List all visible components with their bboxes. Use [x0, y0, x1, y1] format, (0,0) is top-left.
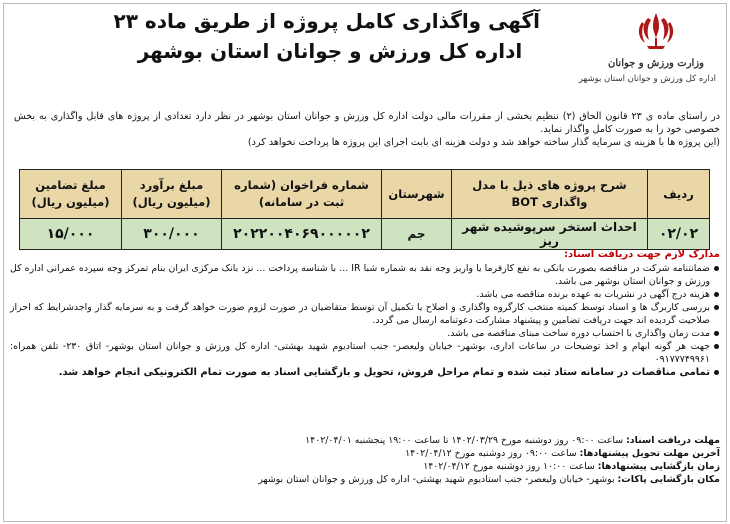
header-call-number: شماره فراخوان (شماره ثبت در سامانه)	[222, 170, 382, 219]
header-guarantee: مبلغ تضامین (میلیون ریال)	[20, 170, 122, 219]
projects-table	[19, 169, 710, 250]
location-label: مکان بازگشایی پاکات:	[617, 474, 720, 485]
list-item	[10, 340, 720, 366]
notice-title: آگهی واگذاری کامل پروژه از طریق ماده ۲۳	[113, 9, 540, 33]
location-line	[10, 473, 720, 486]
opening-label: زمان بازگشایی پیشنهادها:	[597, 461, 720, 472]
deadline-value: ساعت ۰۹:۰۰ روز دوشنبه مورخ ۱۴۰۲/۰۴/۱۲	[405, 448, 577, 459]
docs-list	[10, 262, 720, 379]
list-item	[10, 262, 720, 288]
cell-description: احداث استخر سرپوشیده شهر ریز	[452, 219, 648, 250]
list-item-text: تمامی مناقصات در سامانه ستاد ثبت شده و تمام مراحل فروش، تحویل و بازگشایی اسناد به صورت تمام الکترونیکی انجام خواهد شد.	[58, 367, 710, 378]
opening-value: ساعت ۱۰:۰۰ روز دوشنبه مورخ ۱۴۰۲/۰۴/۱۲	[423, 461, 595, 472]
bullet-icon	[714, 266, 719, 271]
list-item-text: جهت هر گونه ابهام و اخذ توضیحات در ساعات اداری، بوشهر- خیابان ولیعصر- جنب استادیوم شهید بهشتی- اداره کل ورزش و جوانان استان بوشهر- اتاق ۲۳۰- تلفن همراه: ۰۹۱۷۷۷۴۹۹۶۱	[10, 341, 710, 365]
intro-section	[14, 110, 720, 149]
list-item-final	[10, 366, 720, 379]
intro-paragraph: در راستای ماده ی ۲۳ قانون الحاق (۲) تنظیم بخشی از مقررات مالی دولت اداره کل ورزش و جوانان استان بوشهر در نظر دارد تعدادی از پروژه های قابل واگذاری به بخش خصوصی خود را به صورت کامل واگذار نماید.	[14, 111, 720, 135]
directorate-name: اداره کل ورزش و جوانان استان بوشهر	[578, 74, 716, 84]
deadline-label: آخرین مهلت تحویل پیشنهادها:	[579, 448, 720, 459]
bullet-icon	[714, 370, 719, 375]
iran-emblem-svg	[636, 10, 676, 52]
receive-docs-label: مهلت دریافت اسناد:	[626, 435, 720, 446]
header-estimate: مبلغ برآورد (میلیون ریال)	[122, 170, 222, 219]
bullet-icon	[714, 305, 719, 310]
receive-docs-line	[10, 434, 720, 447]
list-item-text: بررسی کاربرگ ها و اسناد توسط کمیته منتخب کارگروه واگذاری و اصلاح یا تکمیل آن توسط متقاضیان در صورت لزوم صورت خواهد گرفت و به سرمایه گذار واجدشرایط که احراز صلاحیت گردیده اند جهت دریافت تضامین و پیشنهاد مشارکت دعوتنامه ارسال می گردد.	[10, 302, 710, 326]
cell-guarantee: ۱۵/۰۰۰	[20, 219, 122, 250]
bullet-icon	[714, 292, 719, 297]
list-item-text: ضمانتنامه شرکت در مناقصه بصورت بانکی به نفع کارفرما یا واریز وجه نقد به شماره شبا IR ... با شناسه پرداخت ... نزد بانک مرکزی ایران بنام تمرکز وجه سپرده عمرانی اداره کل ورزش و جوانان استان بوشهر می باشد.	[10, 263, 710, 287]
cell-row-number: ۰۲/۰۲	[648, 219, 710, 250]
opening-line	[10, 460, 720, 473]
list-item	[10, 327, 720, 340]
bullet-icon	[714, 344, 719, 349]
header-city: شهرستان	[382, 170, 452, 219]
header-description: شرح پروژه های ذیل با مدل واگذاری BOT	[452, 170, 648, 219]
intro-note: (این پروژه ها با هزینه ی سرمایه گذار ساخته خواهد شد و دولت هزینه ای بابت اجرای این پروژه ها پرداخت نخواهد کرد)	[247, 137, 720, 148]
cell-call-number: ۲۰۲۲۰۰۴۰۶۹۰۰۰۰۰۲	[222, 219, 382, 250]
iran-emblem-icon	[636, 10, 676, 52]
table-row	[20, 219, 710, 250]
receive-docs-value: ساعت ۰۹:۰۰ روز دوشنبه مورخ ۱۴۰۲/۰۳/۲۹ تا ساعت ۱۹:۰۰ پنجشنبه ۱۴۰۲/۰۴/۰۱	[305, 435, 624, 446]
list-item	[10, 301, 720, 327]
list-item-text: هزینه درج آگهی در نشریات به عهده برنده مناقصه می باشد.	[476, 289, 710, 300]
schedule-section	[10, 434, 720, 486]
list-item-text: مدت زمان واگذاری با احتساب دوره ساخت مبنای مناقصه می باشد.	[447, 328, 710, 339]
location-value: بوشهر- خیابان ولیعصر- جنب استادیوم شهید بهشتی- اداره کل ورزش و جوانان استان بوشهر	[258, 474, 615, 485]
table-header-row	[20, 170, 710, 219]
notice-header	[0, 0, 730, 100]
ministry-logo	[578, 6, 716, 98]
bullet-icon	[714, 331, 719, 336]
notice-subtitle: اداره کل ورزش و جوانان استان بوشهر	[137, 39, 523, 63]
title-block	[113, 6, 540, 66]
list-item	[10, 288, 720, 301]
docs-title: مدارک لازم جهت دریافت اسناد:	[563, 249, 720, 260]
ministry-name: وزارت ورزش و جوانان	[608, 58, 704, 69]
deadline-line	[10, 447, 720, 460]
cell-estimate: ۳۰۰/۰۰۰	[122, 219, 222, 250]
cell-city: جم	[382, 219, 452, 250]
header-row-number: ردیف	[648, 170, 710, 219]
